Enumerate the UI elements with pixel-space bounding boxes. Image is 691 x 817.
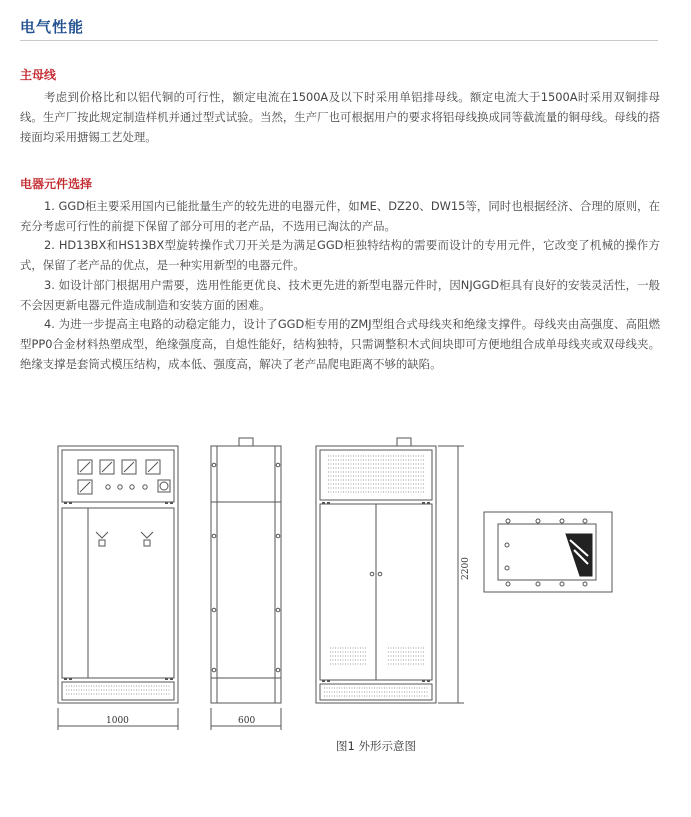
page-title: 电气性能 [20, 18, 85, 36]
busbar-paragraph: 考虑到价格比和以铝代铜的可行性，额定电流在1500A及以下时采用单铝排母线。额定电流大于1500A时采用双铜排母线。生产厂按此规定制造样机并通过型式试验。当然，生产厂也可根据用户的要求将铝母线换成同等截流量的铜母线。母线的搭接面均采用搪锡工艺处理。 [20, 90, 660, 144]
section-heading-components: 电器元件选择 [20, 177, 93, 191]
components-paragraph-4: 4. 为进一步提高主电路的动稳定能力，设计了GGD柜专用的ZMJ型组合式母线夹和绝缘支撑件。母线夹由高强度、高阻燃型PP0合金材料热塑成型，绝缘强度高，自熄性能好，结构独特，只需调整积木式间块即可方便地组合成单母线夹或双母线夹。绝缘支撑是套筒式模压结构，成本低、强度高，解决了老产品爬电距离不够的缺陷。 [20, 317, 660, 371]
depth-dimension-label: 600 [238, 716, 256, 726]
base-plan-view [484, 512, 612, 592]
components-paragraph-1: 1. GGD柜主要采用国内已能批量生产的较先进的电器元件，如ME、DZ20、DW15等，同时也根据经济、合理的原则，在充分考虑可行性的前提下保留了部分可用的老产品，不选用已淘汰的产品。 [20, 199, 660, 233]
front-view-panel-right [316, 438, 436, 703]
section-heading-main-busbar: 主母线 [20, 68, 57, 82]
side-view-panel [211, 438, 281, 703]
components-paragraph-3: 3. 如设计部门根据用户需要，选用性能更优良、技术更先进的新型电器元件时，因NJGGD柜具有良好的安装灵活性，一般不会因更新电器元件造成制造和安装方面的困难。 [20, 278, 660, 312]
front-view-panel-left [58, 446, 178, 703]
components-paragraph-2: 2. HD13BX和HS13BX型旋转操作式刀开关是为满足GGD柜独特结构的需要而设计的专用元件，它改变了机械的操作方式，保留了老产品的优点，是一种实用新型的电器元件。 [20, 238, 660, 272]
figure-caption: 图1 外形示意图 [336, 739, 416, 753]
cabinet-outline-drawing [0, 430, 691, 740]
height-dimension-label: 2200 [461, 557, 471, 580]
width-dimension-label: 1000 [106, 716, 129, 726]
title-divider [20, 40, 658, 41]
